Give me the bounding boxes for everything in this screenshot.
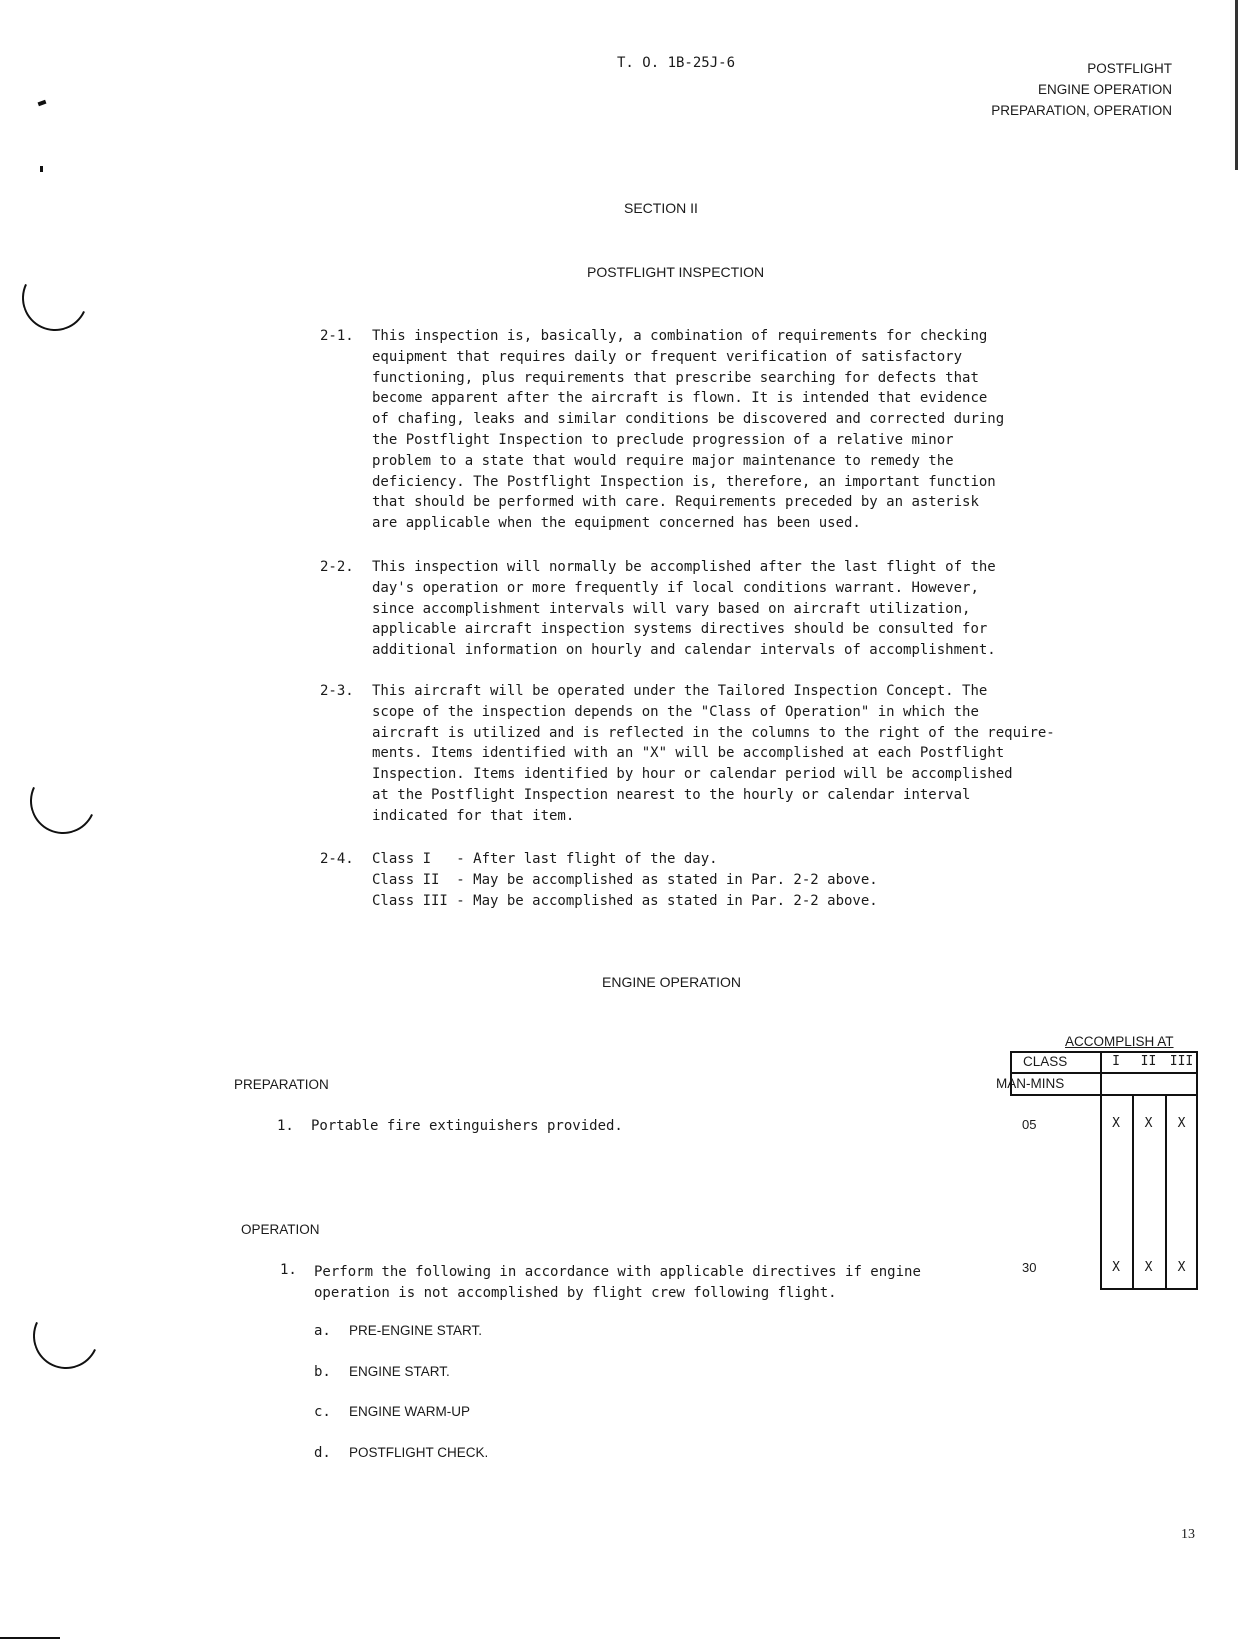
paragraph-body (372, 849, 878, 911)
binder-hole-bottom (24, 1294, 109, 1379)
preparation-item-number: 1. (277, 1118, 294, 1134)
subitem-letter: b. (314, 1364, 331, 1380)
man-mins-label: MAN-MINS (996, 1076, 1065, 1091)
paragraph-line: are applicable when the equipment concerned has been used. (372, 515, 861, 532)
preparation-item-man-mins: 05 (1022, 1117, 1037, 1132)
header-line-preparation-operation: PREPARATION, OPERATION (991, 103, 1172, 118)
class-column-ii: II (1140, 1054, 1157, 1069)
operation-mark-class-i: X (1112, 1260, 1120, 1275)
paragraph-line: ments. Items identified with an "X" will be accomplished at each Postflight (372, 745, 1005, 762)
paragraph-2-1 (320, 326, 1080, 536)
class-line: Class III - May be accomplished as stated in Par. 2-2 above. (372, 892, 878, 909)
paragraph-2-4 (320, 849, 1080, 915)
class-column-iii: III (1169, 1054, 1194, 1069)
subitem-letter: a. (314, 1323, 331, 1339)
page-number: 13 (1181, 1527, 1195, 1542)
paragraph-line: day's operation or more frequently if local conditions warrant. However, (372, 579, 979, 596)
paragraph-number: 2-1. (320, 328, 354, 344)
paragraph-line: This inspection is, basically, a combination of requirements for checking (372, 328, 988, 344)
section-title: SECTION II (624, 200, 698, 216)
operation-item-number: 1. (280, 1262, 297, 1278)
paragraph-body (372, 557, 996, 661)
preparation-item-text: Portable fire extinguishers provided. (311, 1118, 623, 1134)
paragraph-body (372, 681, 1055, 827)
preparation-mark-class-iii: X (1177, 1116, 1186, 1131)
paragraph-2-3 (320, 681, 1080, 831)
header-right (991, 58, 1172, 121)
paragraph-body (372, 326, 1004, 534)
subitem-text: ENGINE START. (349, 1364, 450, 1379)
operation-heading: OPERATION (241, 1222, 320, 1237)
scan-mark (0, 1637, 60, 1639)
subitem-text: PRE-ENGINE START. (349, 1323, 483, 1338)
paragraph-line: deficiency. The Postflight Inspection is, therefore, an important function (372, 473, 996, 490)
paragraph-line: that should be performed with care. Requirements preceded by an asterisk (372, 494, 979, 511)
paragraph-line: additional information on hourly and calendar intervals of accomplishment. (372, 642, 996, 659)
paragraph-number: 2-2. (320, 559, 354, 575)
operation-item-line: operation is not accomplished by flight crew following flight. (314, 1285, 837, 1301)
scan-mark (40, 166, 43, 172)
table-caption: ACCOMPLISH AT (1065, 1034, 1174, 1049)
paragraph-line: indicated for that item. (372, 807, 575, 824)
paragraph-line: applicable aircraft inspection systems directives should be consulted for (372, 621, 988, 638)
paragraph-line: the Postflight Inspection to preclude progression of a relative minor (372, 431, 954, 448)
operation-mark-class-iii: X (1177, 1260, 1186, 1275)
binder-hole-middle (21, 759, 106, 844)
paragraph-line: scope of the inspection depends on the "Class of Operation" in which the (372, 703, 979, 720)
preparation-heading: PREPARATION (234, 1077, 329, 1092)
paragraph-line: equipment that requires daily or frequent verification of satisfactory (372, 348, 963, 365)
operation-mark-class-ii: X (1144, 1260, 1153, 1275)
subitem-text: POSTFLIGHT CHECK. (349, 1445, 489, 1460)
header-line-postflight: POSTFLIGHT (1087, 61, 1172, 76)
paragraph-line: since accomplishment intervals will vary based on aircraft utilization, (372, 600, 971, 617)
subsection-title: POSTFLIGHT INSPECTION (587, 264, 765, 280)
class-label: CLASS (1023, 1054, 1068, 1069)
subitem-letter: d. (314, 1445, 331, 1461)
subitem-letter: c. (314, 1404, 331, 1420)
preparation-mark-class-i: X (1112, 1116, 1120, 1131)
header-line-engine-operation: ENGINE OPERATION (1037, 82, 1172, 97)
paragraph-number: 2-4. (320, 851, 354, 867)
class-column-i: I (1112, 1054, 1120, 1069)
paragraph-line: problem to a state that would require major maintenance to remedy the (372, 452, 954, 469)
operation-item-line: Perform the following in accordance with applicable directives if engine (314, 1264, 921, 1280)
paragraph-line: This aircraft will be operated under the Tailored Inspection Concept. The (372, 683, 988, 699)
paragraph-line: of chafing, leaks and similar conditions be discovered and corrected during (372, 411, 1005, 428)
paragraph-line: Inspection. Items identified by hour or calendar period will be accomplished (372, 766, 1013, 783)
class-line: Class I - After last flight of the day. (372, 851, 718, 867)
paragraph-line: aircraft is utilized and is reflected in the columns to the right of the require- (372, 724, 1055, 741)
doc-number: T. O. 1B-25J-6 (617, 55, 736, 71)
class-line: Class II - May be accomplished as stated in Par. 2-2 above. (372, 871, 878, 888)
scan-mark (38, 100, 47, 106)
operation-item-man-mins: 30 (1022, 1260, 1037, 1275)
class-columns-body (1100, 1072, 1198, 1290)
paragraph-line: This inspection will normally be accomplished after the last flight of the (372, 559, 996, 575)
preparation-mark-class-ii: X (1144, 1116, 1153, 1131)
paragraph-line: become apparent after the aircraft is flown. It is intended that evidence (372, 390, 988, 407)
operation-item-text (314, 1262, 921, 1304)
paragraph-line: functioning, plus requirements that prescribe searching for defects that (372, 369, 979, 386)
engine-operation-title: ENGINE OPERATION (602, 974, 741, 990)
binder-hole-top (13, 256, 98, 341)
subitem-text: ENGINE WARM-UP (349, 1404, 470, 1419)
table-divider (1100, 1094, 1198, 1096)
paragraph-number: 2-3. (320, 683, 354, 699)
paragraph-line: at the Postflight Inspection nearest to the hourly or calendar interval (372, 786, 971, 803)
paragraph-2-2 (320, 557, 1080, 667)
